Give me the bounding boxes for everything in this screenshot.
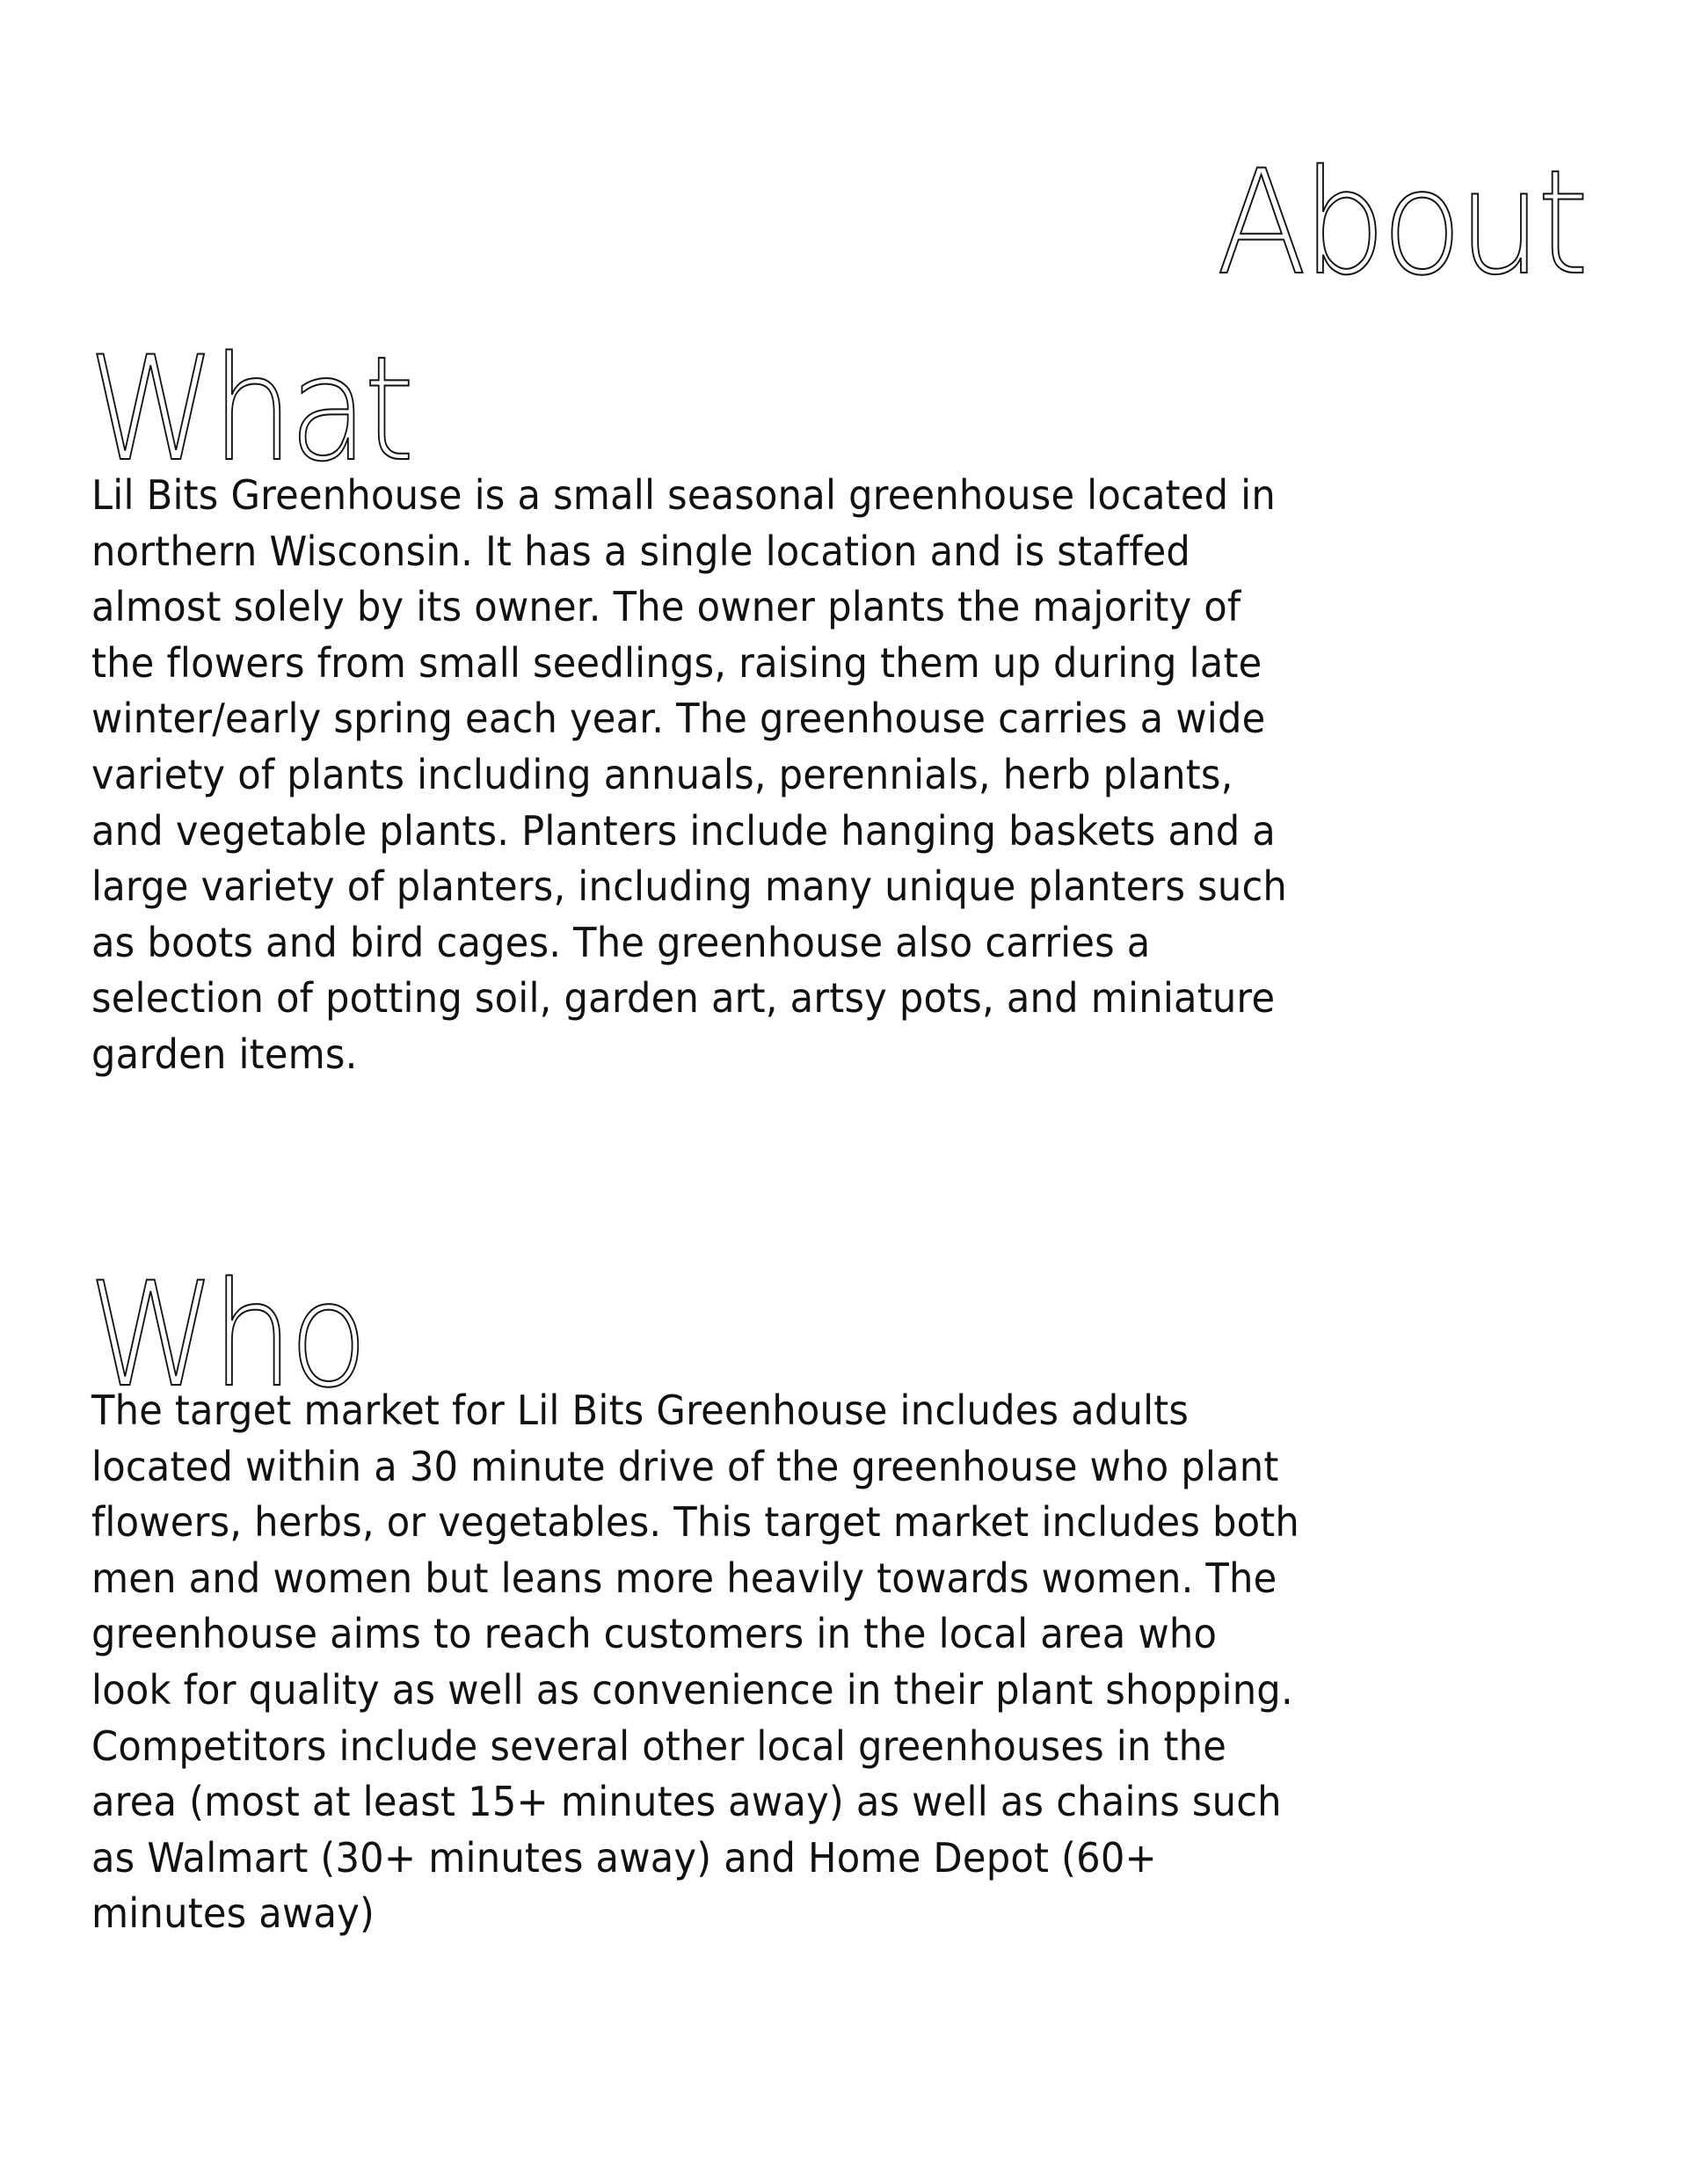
paragraph-line: greenhouse aims to reach customers in the local area who bbox=[91, 1610, 1218, 1658]
paragraph-line: Competitors include several other local greenhouses in the bbox=[91, 1722, 1227, 1770]
paragraph-line: northern Wisconsin. It has a single location and is staffed bbox=[91, 527, 1191, 575]
what-heading: What bbox=[88, 325, 411, 493]
who-heading: Who bbox=[88, 1251, 364, 1419]
paragraph-line: area (most at least 15+ minutes away) as well as chains such bbox=[91, 1778, 1282, 1826]
paragraph-line: located within a 30 minute drive of the greenhouse who plant bbox=[91, 1442, 1279, 1490]
paragraph-line: and vegetable plants. Planters include hanging baskets and a bbox=[91, 806, 1276, 855]
paragraph-line: minutes away) bbox=[91, 1889, 375, 1938]
paragraph-line: the flowers from small seedlings, raising them up during late bbox=[91, 638, 1262, 687]
paragraph-line: flowers, herbs, or vegetables. This target market includes both bbox=[91, 1498, 1300, 1547]
paragraph-line: selection of potting soil, garden art, artsy pots, and miniature bbox=[91, 974, 1276, 1023]
paragraph-line: look for quality as well as convenience in their plant shopping. bbox=[91, 1665, 1293, 1714]
paragraph-line: large variety of planters, including many unique planters such bbox=[91, 863, 1288, 911]
page-title: About bbox=[1216, 139, 1584, 307]
paragraph-line: as Walmart (30+ minutes away) and Home Depot (60+ bbox=[91, 1833, 1157, 1882]
paragraph-line: men and women but leans more heavily towards women. The bbox=[91, 1554, 1277, 1602]
paragraph-line: almost solely by its owner. The owner plants the majority of bbox=[91, 583, 1241, 631]
paragraph-line: garden items. bbox=[91, 1030, 358, 1078]
paragraph-line: variety of plants including annuals, perennials, herb plants, bbox=[91, 750, 1233, 798]
who-paragraph bbox=[91, 1383, 1604, 1942]
what-paragraph bbox=[91, 468, 1604, 1083]
paragraph-line: Lil Bits Greenhouse is a small seasonal greenhouse located in bbox=[91, 471, 1276, 519]
paragraph-line: as boots and bird cages. The greenhouse also carries a bbox=[91, 918, 1151, 966]
paragraph-line: The target market for Lil Bits Greenhouse includes adults bbox=[91, 1387, 1190, 1434]
paragraph-line: winter/early spring each year. The greenhouse carries a wide bbox=[91, 695, 1266, 743]
